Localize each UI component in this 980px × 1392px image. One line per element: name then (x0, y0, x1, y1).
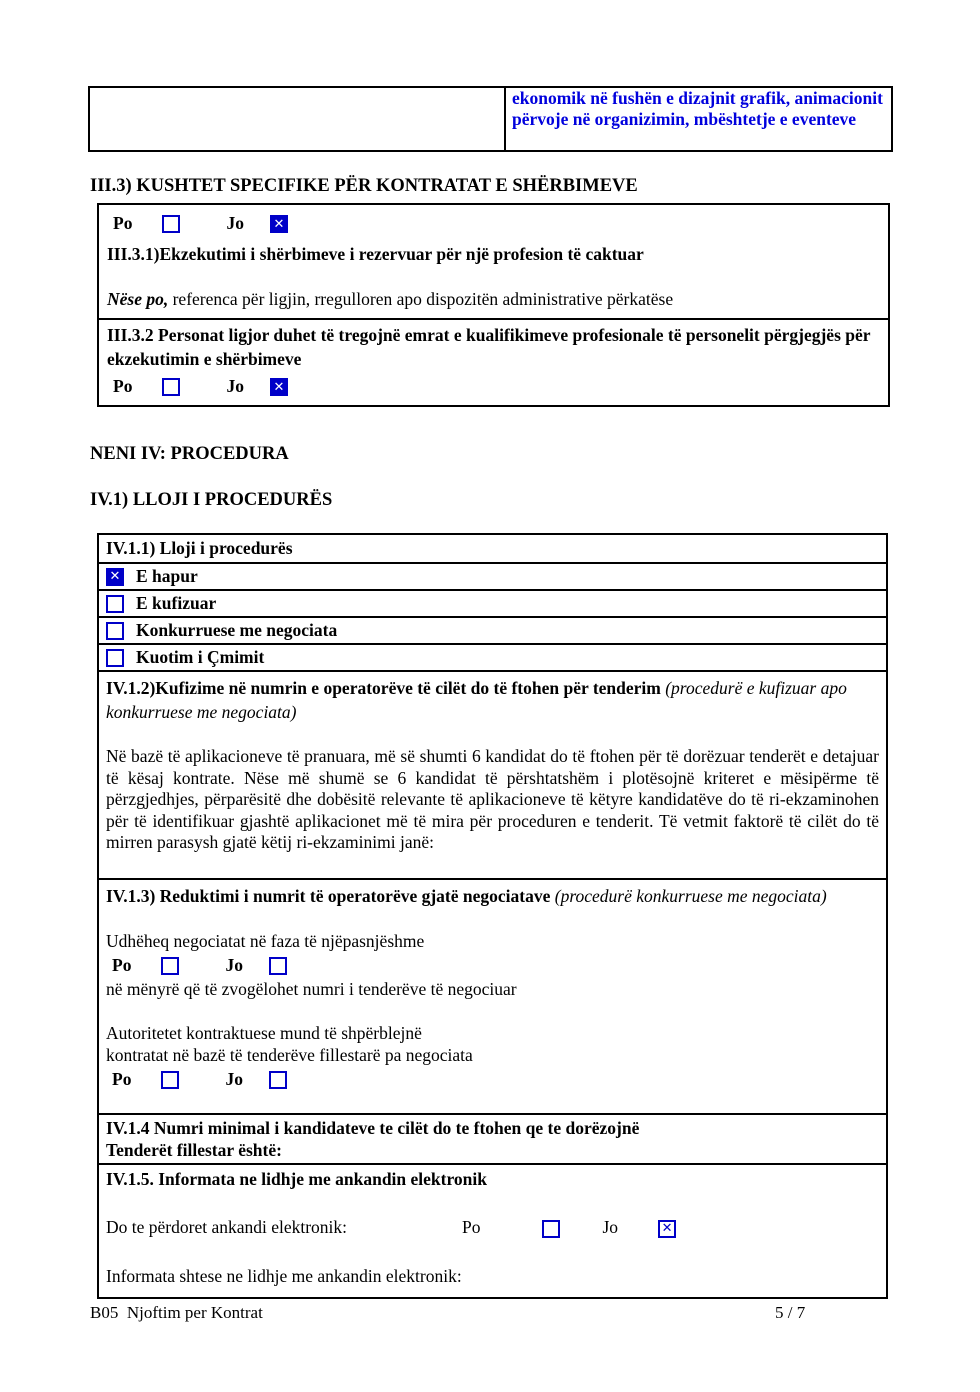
row-iv13 (99, 880, 886, 1115)
row-iv12 (99, 672, 886, 880)
nese-po-label: Nëse po, (107, 289, 169, 309)
procedure-table (97, 533, 888, 1299)
iv1-heading: IV.1) LLOJI I PROCEDURËS (90, 490, 333, 510)
section-iii3-heading: III.3) KUSHTET SPECIFIKE PËR KONTRATAT E SHËRBIMEVE (90, 176, 638, 196)
procedure-option-e-kufizuar[interactable] (99, 591, 886, 618)
jo-label: Jo (226, 212, 244, 233)
section-iii32 (99, 318, 888, 405)
po-label: Po (112, 954, 132, 975)
jo-checkbox[interactable] (658, 1220, 676, 1238)
iv14-line2: Tenderët fillestar është: (106, 1140, 282, 1160)
jo-label: Jo (225, 1068, 243, 1089)
option-label: Kuotim i Çmimit (136, 647, 265, 667)
po-checkbox[interactable] (542, 1220, 560, 1238)
iii32-title: III.3.2 Personat ligjor duhet të tregojnë emrat e kualifikimeve profesionale të personelit përgjegjës për ekzekutimin e shërbimeve (107, 325, 871, 369)
option-checkbox[interactable] (106, 595, 124, 613)
option-label: Konkurruese me negociata (136, 620, 338, 640)
row-iv14 (99, 1115, 886, 1165)
jo-checkbox[interactable] (270, 215, 288, 233)
po-label: Po (113, 212, 133, 233)
top-table (88, 86, 893, 152)
procedure-option-e-hapur[interactable] (99, 564, 886, 591)
jo-label: Jo (602, 1217, 619, 1237)
po-label: Po (462, 1217, 481, 1237)
option-label: E kufizuar (136, 593, 217, 613)
row-iv15 (99, 1165, 886, 1297)
iv15-title: IV.1.5. Informata ne lidhje me ankandin elektronik (106, 1169, 488, 1189)
iv13-q1-text: Udhëheq negociatat në faza të njëpasnjëshme (106, 931, 425, 951)
footer-document-code: B05 Njoftim per Kontrat (90, 1303, 263, 1322)
nese-po-text: referenca për ligjin, rregulloren apo dispozitën administrative përkatëse (168, 289, 674, 309)
neni-iv-heading: NENI IV: PROCEDURA (90, 444, 289, 464)
jo-checkbox[interactable] (269, 1071, 287, 1089)
iv12-paragraph: Në bazë të aplikacioneve të pranuara, më së shumti 6 kandidat do të ftohen për të dorëzuar tenderët e detajuar të kësaj kontrate. Nëse më shumë se 6 kandidat të përshtatshëm i plotësojnë kriteret e mësipërme të përzgjedhjes, përparësitë dhe dobësitë relevante të aplikacioneve të këtyre kandidatëve do të ri-ekzaminohen për të identifikuar gjashtë aplikacionet më të mira për proceduren e tenderit. Të vetmit faktorë të cilët do të mirren parasysh gjatë këtij ri-ekzaminimi janë: (106, 746, 879, 852)
iii32-po-jo-row (107, 373, 880, 399)
iv13-q1-po-jo-row (106, 952, 879, 978)
iv13-title (106, 884, 879, 908)
po-checkbox[interactable] (162, 378, 180, 396)
iv13-q2-po-jo-row (106, 1066, 879, 1092)
iv15-question: Do te përdoret ankandi elektronik: (106, 1217, 348, 1237)
option-label: E hapur (136, 566, 198, 586)
iv15-note: Informata shtese ne lidhje me ankandin elektronik: (106, 1266, 462, 1286)
footer-page-number: 5 / 7 (775, 1303, 806, 1322)
section-iii3-box (97, 203, 890, 407)
top-table-left-cell (90, 88, 506, 150)
po-label: Po (112, 1068, 132, 1089)
iv13-title-italic: (procedurë konkurruese me negociata) (554, 886, 827, 906)
iv13-title-bold: IV.1.3) Reduktimi i numrit të operatorëve gjatë negociatave (106, 886, 551, 906)
procedure-option-konkurruese[interactable] (99, 618, 886, 645)
jo-checkbox[interactable] (269, 957, 287, 975)
iv13-q2-line1: Autoritetet kontraktuese mund të shpërblejnë (106, 1023, 422, 1043)
iv12-title-italic: (procedurë e kufizuar apo konkurruese me negociata) (106, 678, 847, 722)
section-iii31 (99, 205, 888, 318)
iv12-title (106, 676, 879, 724)
iv15-question-row (106, 1217, 879, 1238)
option-checkbox[interactable] (106, 649, 124, 667)
iv13-q1-note: në mënyrë që të zvogëlohet numri i tenderëve të negociuar (106, 979, 517, 999)
jo-label: Jo (225, 954, 243, 975)
option-checkbox[interactable] (106, 622, 124, 640)
iv12-title-bold: IV.1.2)Kufizime në numrin e operatorëve të cilët do të ftohen për tenderim (106, 678, 661, 698)
po-label: Po (113, 375, 133, 396)
iii31-nese-po-line (107, 288, 880, 310)
iii31-title: III.3.1)Ekzekutimi i shërbimeve i rezervuar për një profesion të caktuar (107, 244, 644, 264)
procedure-option-kuotim[interactable] (99, 645, 886, 672)
jo-label: Jo (226, 375, 244, 396)
po-checkbox[interactable] (161, 957, 179, 975)
po-checkbox[interactable] (162, 215, 180, 233)
po-checkbox[interactable] (161, 1071, 179, 1089)
top-table-right-cell: ekonomik në fushën e dizajnit grafik, animacionit përvoje në organizimin, mbështetje e eventeve (512, 88, 883, 129)
procedure-table-header: IV.1.1) Lloji i procedurës (99, 535, 886, 564)
option-checkbox[interactable] (106, 568, 124, 586)
jo-checkbox[interactable] (270, 378, 288, 396)
iv13-q2-line2: kontratat në bazë të tenderëve fillestarë pa negociata (106, 1045, 473, 1065)
iii3-po-jo-row (107, 210, 880, 236)
iv14-line1: IV.1.4 Numri minimal i kandidateve te cilët do te ftohen qe te dorëzojnë (106, 1118, 640, 1138)
